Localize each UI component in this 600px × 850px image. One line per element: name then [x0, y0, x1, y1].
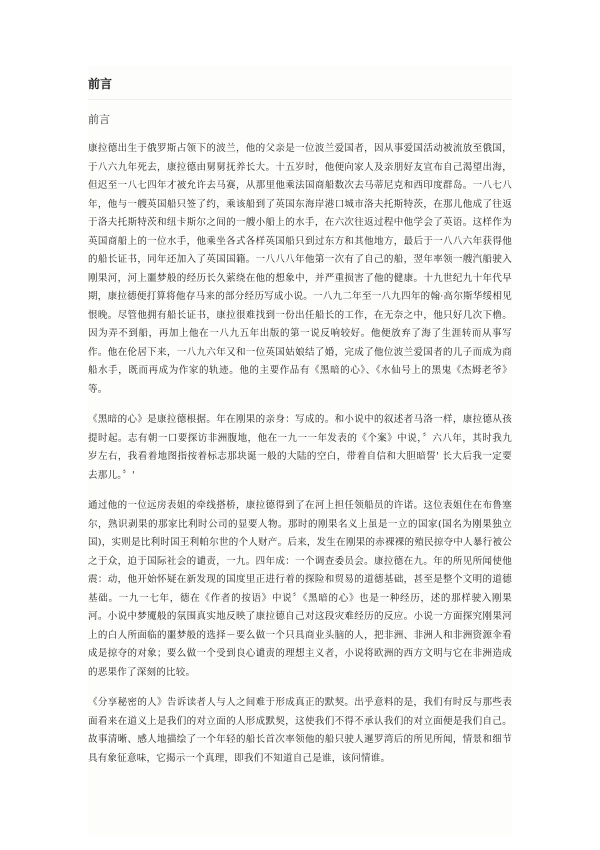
document-page [88, 66, 512, 836]
document-subtitle: 前言 [88, 113, 110, 126]
paragraph-2: 《黑暗的心》是康拉德根据。年在刚果的亲身：写成的。和小说中的叙述者马洛一样，康拉德从孩提时起。志有朝一口要探访非洲腹地，他在一九一一年发表的《个案》中说，〞六八年，其时我九岁左右，我看着地图指按着标志那块诞一般的大陆的空白，带着自信和大胆暗誓' 长大后我一定要去那儿。〞' [88, 414, 512, 481]
paragraph-1: 康拉德出生于俄罗斯占领下的波兰，他的父亲是一位波兰爱国者，因从事爱国活动被流放至俄国，于八六九年死去，康拉德由舅舅抚养长大。十五岁时，他便向家人及亲朋好友宣布自己渴望出海，但迟至一八七四年才被允许去马赛，从那里他乘法国商船数次去马蒂尼克和西印度群岛。一八七八年，他与一艘英国船只签了约，乘该船到了英国东海岸港口城市洛夫托斯特茨，在那儿他成了往返于洛夫托斯特茨和纽卡斯尔之间的一艘小船上的水手，在六次往返过程中他学会了英语。这样作为英国商船上的一位水手，他乘坐各式各样英国船只到过东方和其他地方，最后于一八八六年获得他的船长证书，同年还加入了英国国籍。一八八八年他第一次有了自己的船，翌年率领一艘汽船驶入刚果河，河上噩梦般的经历长久萦绕在他的想象中，并严重损害了他的健康。十九世纪九十年代早期，康拉德便打算将他存马来的部分经历写成小说。一八九二年至一八九四年的翰·高尔斯华绥相见恨晚。尽管他拥有船长证书，康拉很难找到一份出任船长的工作，在无奈之中，他只好几次下橹。因为弄不到船，再加上他在一八九五年出版的第一说反响较好。他便放弃了海了生涯转而从事写作。他在伦居下来，一八九六年又和一位英国姑娘结了婚，完成了他位波兰爱国者的儿子而成为商船水手，既而再成为作家的轨迹。他的主要作品有《黑暗的心》、《水仙号上的黑鬼《杰姆老爷》等。 [88, 143, 512, 395]
paragraph-4: 《分享秘密的人》告诉读者人与人之间难于形成真正的默契。出乎意料的是，我们有时反与那些表面看来在道义上是我们的对立面的人形成默契，这使我们不得不承认我们的对立面便是我们自己。故事清晰、感人地描绘了一个年轻的船长首次率领他的船只驶人暹罗湾后的所见所闻，情景和细节具有象征意味，它揭示一个真理，即我们不知道自己是谁，该问情谁。 [88, 697, 512, 764]
document-title: 前言 [88, 77, 113, 91]
paragraph-3: 通过他的一位远房表姐的牵线搭桥，康拉德得到了在河上担任领船员的许诺。这位表姐住在布鲁塞尔，熟识剥果的那家比利时公司的显要人物。那时的刚果名义上虽是一立的国家(国名为刚果独立国)，实则是比利时国王利帕尔世的个人财产。后来，发生在刚果的赤裸裸的殖民掠夺中人暴行被公之于众，迫于国际社会的谴责，一九。四年成：一个调查委员会。康拉德在九。年的所见所闻使他震：动，他开始怀疑在新发现的国度里正进行着的探险和贸易的道德基础，甚至是整个文明的道德基础。一九一七年，德在《作者的按语》中说〞《黑暗的心》也是一种经历，述的那样驶入刚果河。小说中梦魇般的氛围真实地反映了康拉德自己对这段灾难经历的反应。小说一方面探究刚果河上的白人所面临的噩梦般的选择－要么做一个只具商业头脑的人，把非洲、非洲人和非洲资源伞看成是掠夺的对象；要么做一个受到良心谴责的理想主义者，小说将欧洲的西方文明与它在非洲造成的恶果作了深刻的比较。 [88, 500, 512, 678]
title-divider [88, 99, 512, 100]
